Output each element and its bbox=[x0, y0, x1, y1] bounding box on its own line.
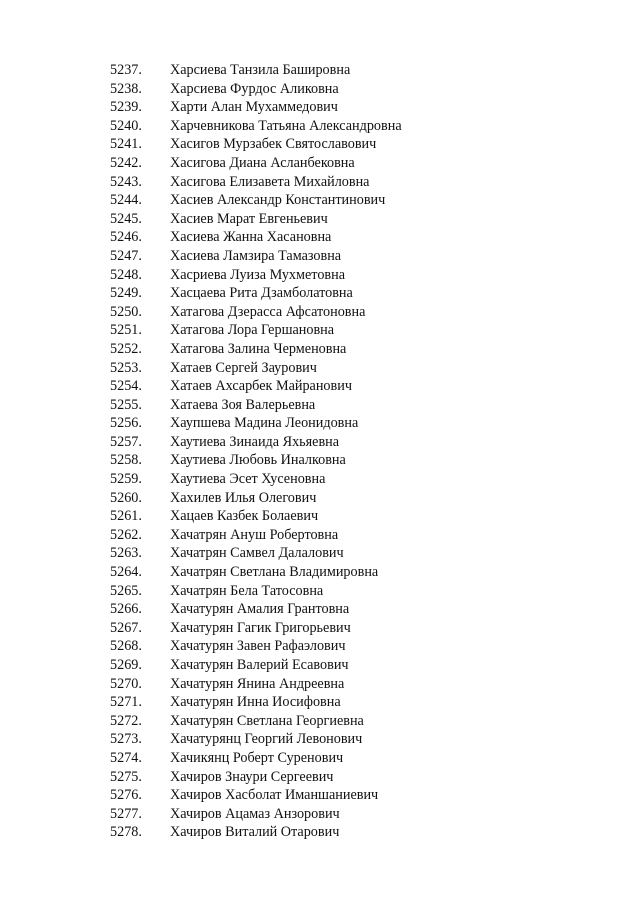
list-item bbox=[110, 433, 402, 452]
entry-name: Хачатурян Завен Рафаэлович bbox=[170, 638, 346, 655]
entry-name: Хахилев Илья Олегович bbox=[170, 489, 317, 506]
entry-number: 5237. bbox=[110, 62, 142, 78]
entry-name: Хатагова Залина Черменовна bbox=[170, 340, 347, 357]
entry-number: 5275. bbox=[110, 768, 142, 785]
entry-number: 5274. bbox=[110, 749, 142, 766]
list-item bbox=[110, 173, 402, 192]
entry-name: Хаутиева Эсет Хусеновна bbox=[170, 471, 326, 488]
entry-number: 5266. bbox=[110, 601, 142, 618]
entry-name: Хачатрян Ануш Робертовна bbox=[170, 526, 339, 543]
list-item bbox=[110, 414, 402, 433]
entry-name: Хасиев Александр Константинович bbox=[170, 192, 386, 209]
entry-name: Харсиева Фурдос Аликовна bbox=[170, 80, 339, 97]
entry-name: Харсиева Танзила Башировна bbox=[170, 62, 351, 78]
entry-number: 5277. bbox=[110, 805, 142, 822]
entry-number: 5239. bbox=[110, 99, 142, 116]
entry-number: 5265. bbox=[110, 582, 142, 599]
list-item bbox=[110, 284, 402, 303]
entry-name: Хатагова Лора Гершановна bbox=[170, 322, 335, 339]
list-item bbox=[110, 470, 402, 489]
list-item bbox=[110, 396, 402, 415]
list-item bbox=[110, 600, 402, 619]
entry-number: 5270. bbox=[110, 675, 142, 692]
entry-number: 5276. bbox=[110, 787, 142, 804]
entry-number: 5243. bbox=[110, 173, 142, 190]
entry-number: 5268. bbox=[110, 638, 142, 655]
entry-name: Хачатурян Инна Иосифовна bbox=[170, 694, 341, 711]
list-item bbox=[110, 675, 402, 694]
list-item bbox=[110, 247, 402, 266]
entry-name: Хацаев Казбек Болаевич bbox=[170, 508, 319, 525]
entry-number: 5248. bbox=[110, 266, 142, 283]
list-item bbox=[110, 135, 402, 154]
list-item bbox=[110, 61, 402, 80]
entry-number: 5263. bbox=[110, 545, 142, 562]
entry-number: 5238. bbox=[110, 80, 142, 97]
entry-name: Хасигова Диана Асланбековна bbox=[170, 154, 355, 171]
entry-number: 5246. bbox=[110, 229, 142, 246]
list-item bbox=[110, 359, 402, 378]
entry-name: Харти Алан Мухаммедович bbox=[170, 99, 338, 116]
entry-number: 5257. bbox=[110, 433, 142, 450]
entry-number: 5278. bbox=[110, 824, 142, 841]
list-item bbox=[110, 340, 402, 359]
entry-number: 5253. bbox=[110, 359, 142, 376]
list-item bbox=[110, 582, 402, 601]
entry-number: 5269. bbox=[110, 657, 142, 673]
list-item bbox=[110, 823, 402, 842]
entry-number: 5244. bbox=[110, 192, 142, 209]
list-item bbox=[110, 637, 402, 656]
list-item bbox=[110, 98, 402, 117]
list-item bbox=[110, 749, 402, 768]
list-item bbox=[110, 377, 402, 396]
entry-name: Хачатурян Янина Андреевна bbox=[170, 675, 345, 692]
list-item bbox=[110, 544, 402, 563]
entry-name: Хатаева Зоя Валерьевна bbox=[170, 396, 316, 413]
list-item bbox=[110, 210, 402, 229]
entry-number: 5256. bbox=[110, 415, 142, 432]
list-item bbox=[110, 321, 402, 340]
list-item bbox=[110, 712, 402, 731]
list-item bbox=[110, 507, 402, 526]
entry-name: Хасцаева Рита Дзамболатовна bbox=[170, 285, 353, 302]
entry-number: 5271. bbox=[110, 694, 142, 711]
entry-number: 5245. bbox=[110, 210, 142, 227]
entry-number: 5250. bbox=[110, 303, 142, 320]
list-item bbox=[110, 191, 402, 210]
entry-name: Хачикянц Роберт Суренович bbox=[170, 749, 344, 766]
entry-name: Хачатурян Гагик Григорьевич bbox=[170, 619, 351, 636]
entry-name: Хатаев Сергей Заурович bbox=[170, 359, 317, 376]
list-item bbox=[110, 526, 402, 545]
list-item bbox=[110, 656, 402, 675]
entry-name: Хачиров Виталий Отарович bbox=[170, 824, 340, 841]
entry-name: Хасигов Мурзабек Святославович bbox=[170, 136, 377, 153]
list-item bbox=[110, 619, 402, 638]
entry-name: Хачатрян Бела Татосовна bbox=[170, 582, 324, 599]
list-item bbox=[110, 117, 402, 136]
list-item bbox=[110, 693, 402, 712]
entry-number: 5273. bbox=[110, 731, 142, 748]
entry-name: Хачатурян Амалия Грантовна bbox=[170, 601, 350, 618]
entry-name: Хачиров Знаури Сергеевич bbox=[170, 768, 334, 785]
entry-name: Хаутиева Любовь Иналковна bbox=[170, 452, 346, 469]
entry-number: 5252. bbox=[110, 340, 142, 357]
list-item bbox=[110, 489, 402, 508]
list-item bbox=[110, 563, 402, 582]
entry-name: Хасиева Ламзира Тамазовна bbox=[170, 247, 342, 264]
entry-number: 5240. bbox=[110, 117, 142, 134]
entry-name: Хачатурян Светлана Георгиевна bbox=[170, 712, 364, 729]
entry-name: Хасриева Луиза Мухметовна bbox=[170, 266, 346, 283]
entry-name: Хачиров Хасболат Иманшаниевич bbox=[170, 787, 379, 804]
entry-number: 5247. bbox=[110, 247, 142, 264]
entry-name: Хаутиева Зинаида Яхьяевна bbox=[170, 433, 340, 450]
list-item bbox=[110, 805, 402, 824]
entry-number: 5255. bbox=[110, 396, 142, 413]
entry-number: 5267. bbox=[110, 619, 142, 636]
entry-name: Хасиев Марат Евгеньевич bbox=[170, 210, 328, 227]
entry-name: Хачатурян Валерий Есавович bbox=[170, 657, 349, 673]
entry-number: 5254. bbox=[110, 378, 142, 395]
list-item bbox=[110, 266, 402, 285]
entry-number: 5251. bbox=[110, 322, 142, 339]
entry-number: 5262. bbox=[110, 526, 142, 543]
entry-name: Хачатрян Самвел Далалович bbox=[170, 545, 344, 562]
entry-name: Харчевникова Татьяна Александровна bbox=[170, 117, 402, 134]
entry-name: Хачиров Ацамаз Анзорович bbox=[170, 805, 340, 822]
list-item bbox=[110, 80, 402, 99]
entry-number: 5242. bbox=[110, 154, 142, 171]
entry-number: 5260. bbox=[110, 489, 142, 506]
list-item bbox=[110, 154, 402, 173]
list-item bbox=[110, 786, 402, 805]
entry-number: 5249. bbox=[110, 285, 142, 302]
entry-name: Хачатрян Светлана Владимировна bbox=[170, 564, 379, 581]
entry-number: 5258. bbox=[110, 452, 142, 469]
entry-name: Хаупшева Мадина Леонидовна bbox=[170, 415, 359, 432]
entry-name: Хасиева Жанна Хасановна bbox=[170, 229, 332, 246]
entry-name: Хачатурянц Георгий Левонович bbox=[170, 731, 363, 748]
list-item bbox=[110, 303, 402, 322]
entry-number: 5272. bbox=[110, 712, 142, 729]
entry-name: Хатагова Дзерасса Афсатоновна bbox=[170, 303, 366, 320]
list-item bbox=[110, 730, 402, 749]
entry-number: 5259. bbox=[110, 471, 142, 488]
entry-number: 5264. bbox=[110, 564, 142, 581]
list-item bbox=[110, 768, 402, 787]
name-list bbox=[110, 61, 402, 842]
entry-number: 5241. bbox=[110, 136, 142, 153]
entry-name: Хатаев Ахсарбек Майранович bbox=[170, 378, 352, 395]
list-item bbox=[110, 451, 402, 470]
list-item bbox=[110, 228, 402, 247]
entry-name: Хасигова Елизавета Михайловна bbox=[170, 173, 370, 190]
entry-number: 5261. bbox=[110, 508, 142, 525]
